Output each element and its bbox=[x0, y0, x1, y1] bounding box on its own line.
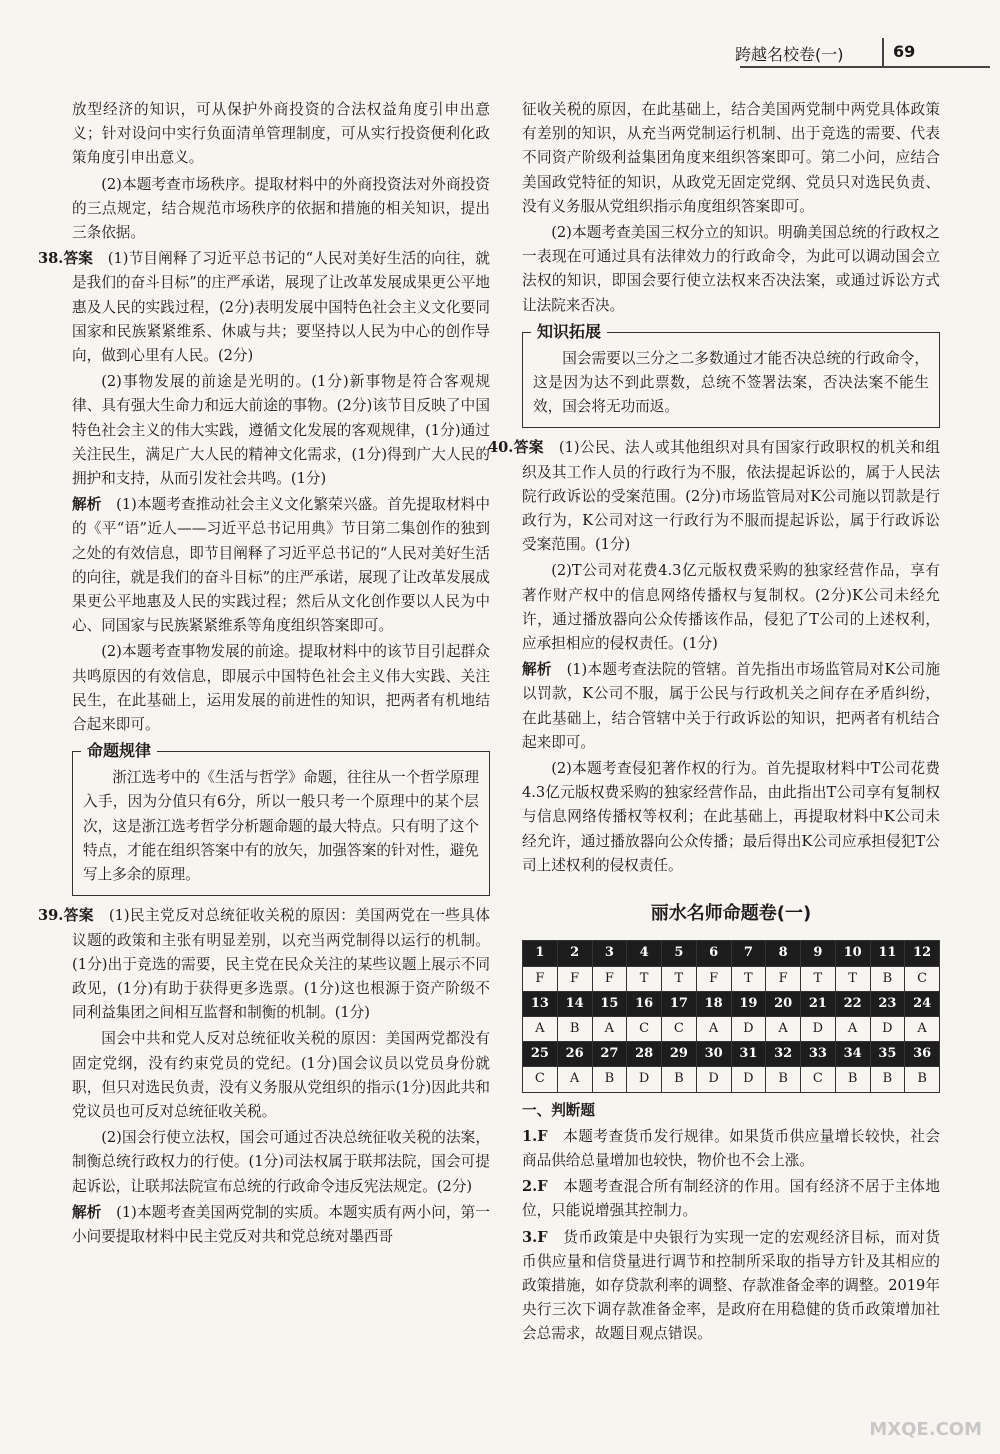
answer-cell: B bbox=[766, 1067, 801, 1092]
tip-box-text: 国会需要以三分之二多数通过才能否决总统的行政命令，这是因为达不到此票数，总统不签署法案，否决法案不能生效，国会将无功而返。 bbox=[533, 349, 929, 416]
question-number: 40. bbox=[488, 439, 514, 457]
answer-cell: B bbox=[662, 1067, 697, 1092]
judgement-item bbox=[522, 1226, 940, 1347]
answer-cell: D bbox=[696, 1067, 731, 1092]
question-number-cell: 26 bbox=[557, 1042, 592, 1067]
question-number-cell: 27 bbox=[592, 1042, 627, 1067]
header-divider bbox=[882, 38, 884, 68]
header-rule bbox=[740, 66, 990, 68]
watermark-logo: MXQE.COM bbox=[869, 1419, 982, 1440]
question-number-cell: 33 bbox=[801, 1042, 836, 1067]
question-number-cell: 14 bbox=[557, 991, 592, 1016]
question-number-cell: 10 bbox=[835, 941, 870, 966]
answer-text: (1)节目阐释了习近平总书记的“人民对美好生活的向往，就是我们的奋斗目标”的庄严承诺，展现了让改革发展成果更公平地惠及人民的实践过程，(2分)表明发展中国特色社会主义文化要同国家和民族紧紧维系、休戚与共；要坚持以人民为中心的创作导向，做到心里有人民。(2分) bbox=[72, 250, 490, 365]
right-column bbox=[488, 98, 940, 1349]
answer-cell: D bbox=[870, 1016, 905, 1041]
answer-number-row bbox=[523, 991, 940, 1016]
question-number-cell: 36 bbox=[905, 1042, 940, 1067]
answer-cell: D bbox=[627, 1067, 662, 1092]
item-text: 本题考查混合所有制经济的作用。国有经济不居于主体地位，只能说增强其控制力。 bbox=[522, 1178, 940, 1220]
analysis-text: (2)本题考查侵犯著作权的行为。首先提取材料中T公司花费4.3亿元版权费采购的独家经营作品，由此指出T公司享有复制权与信息网络传播权等权利；在此基础上，再提取材料中K公司未经允许，通过播放器向公众传播；最后得出K公司应承担侵犯T公司上述权利的侵权责任。 bbox=[522, 760, 940, 874]
paragraph: (2)本题考查美国三权分立的知识。明确美国总统的行政权之一表现在可通过具有法律效力的行政命令，为此可以调动国会立法权的知识，即国会要行使立法权来否决法案，或通过诉讼方式让法院来否决。 bbox=[522, 224, 940, 314]
judgement-item bbox=[522, 1125, 940, 1173]
paragraph: (2)本题考查市场秩序。提取材料中的外商投资法对外商投资的三点规定，结合规范市场秩序的依据和措施的相关知识，提出三条依据。 bbox=[72, 175, 490, 242]
answer-text: (2)国会行使立法权，国会可通过否决总统征收关税的法案，制衡总统行政权力的行使。(1分)司法权属于联邦法院，国会可提起诉讼，让联邦法院宣布总统的行政命令违反宪法规定。(2分) bbox=[72, 1129, 490, 1195]
subsection-title: 一、判断题 bbox=[522, 1101, 595, 1119]
question-number-cell: 5 bbox=[662, 941, 697, 966]
tip-box-text: 浙江选考中的《生活与哲学》命题，往往从一个哲学原理入手，因为分值只有6分，所以一般只考一个原理中的某个层次，这是浙江选考哲学分析题命题的最大特点。只有明了这个特点，才能在组织答案中有的放矢，加强答案的针对性，避免写上多余的原理。 bbox=[83, 769, 479, 884]
answer-cell: A bbox=[905, 1016, 940, 1041]
analysis-text: (1)本题考查法院的管辖。首先指出市场监管局对K公司施以罚款，K公司不服，属于公民与行政机关之间存在矛盾纠纷，在此基础上，结合管辖中关于行政诉讼的知识，把两者有机结合起来即可。 bbox=[522, 661, 940, 751]
item-number: 1.F bbox=[522, 1127, 548, 1145]
question-number-cell: 20 bbox=[766, 991, 801, 1016]
question-number-cell: 30 bbox=[696, 1042, 731, 1067]
question-number-cell: 15 bbox=[592, 991, 627, 1016]
item-number: 3.F bbox=[522, 1228, 548, 1246]
analysis-label: 解析 bbox=[72, 496, 102, 514]
question-number-cell: 13 bbox=[523, 991, 558, 1016]
answer-text: (2)T公司对花费4.3亿元版权费采购的独家经营作品，享有著作财产权中的信息网络传播权与复制权。(2分)K公司未经允许，通过播放器向公众传播该作品，侵犯了T公司的上述权利，应承担相应的侵权责任。(1分) bbox=[522, 562, 940, 653]
q38-analysis bbox=[72, 493, 490, 638]
answer-cell: B bbox=[835, 1067, 870, 1092]
answer-cell: C bbox=[523, 1067, 558, 1092]
answer-cell: F bbox=[557, 966, 592, 991]
answer-cell: D bbox=[731, 1016, 766, 1041]
question-number-cell: 34 bbox=[835, 1042, 870, 1067]
q38-answer bbox=[38, 247, 490, 368]
q39-answer bbox=[38, 904, 490, 1025]
answer-cell: C bbox=[627, 1016, 662, 1041]
tip-box-title: 命题规律 bbox=[81, 739, 157, 763]
q40-analysis bbox=[522, 658, 940, 755]
answer-cell: F bbox=[766, 966, 801, 991]
question-number-cell: 9 bbox=[801, 941, 836, 966]
answer-cell: A bbox=[557, 1067, 592, 1092]
answer-cell: A bbox=[835, 1016, 870, 1041]
answer-cell: F bbox=[523, 966, 558, 991]
question-number-cell: 24 bbox=[905, 991, 940, 1016]
question-number: 39. bbox=[38, 907, 64, 925]
header-title: 跨越名校卷(一) bbox=[735, 45, 844, 64]
header-title-block bbox=[735, 42, 916, 65]
tip-box-title: 知识拓展 bbox=[531, 320, 607, 344]
question-number-cell: 1 bbox=[523, 941, 558, 966]
answer-cell: F bbox=[696, 966, 731, 991]
answer-cell: C bbox=[662, 1016, 697, 1041]
analysis-label: 解析 bbox=[522, 661, 552, 679]
question-number: 38. bbox=[38, 250, 64, 268]
tip-box-rules bbox=[72, 741, 490, 896]
question-number-cell: 12 bbox=[905, 941, 940, 966]
judgement-item bbox=[522, 1175, 940, 1223]
question-number-cell: 4 bbox=[627, 941, 662, 966]
answer-key-row bbox=[523, 966, 940, 991]
answer-cell: F bbox=[592, 966, 627, 991]
question-number-cell: 3 bbox=[592, 941, 627, 966]
question-number-cell: 8 bbox=[766, 941, 801, 966]
answer-label: 答案 bbox=[513, 439, 544, 457]
answer-cell: T bbox=[835, 966, 870, 991]
question-number-cell: 7 bbox=[731, 941, 766, 966]
q40-answer bbox=[488, 436, 940, 557]
question-number-cell: 2 bbox=[557, 941, 592, 966]
q39-analysis bbox=[72, 1201, 490, 1249]
answer-number-row bbox=[523, 1042, 940, 1067]
answer-cell: T bbox=[801, 966, 836, 991]
answer-number-row bbox=[523, 941, 940, 966]
answer-cell: D bbox=[801, 1016, 836, 1041]
answer-text: 国会中共和党人反对总统征收关税的原因：美国两党都没有固定党纲，没有约束党员的党纪。(1分)国会议员以党员身份就职，但只对选民负责，没有义务服从党组织的指示(1分)因此共和党议员也可反对总统征收关税。 bbox=[72, 1030, 490, 1120]
left-column bbox=[38, 98, 490, 1251]
paragraph: 征收关税的原因，在此基础上，结合美国两党制中两党具体政策有差别的知识，从充当两党制运行机制、出于竞选的需要、代表不同资产阶级利益集团角度来组织答案即可。第二小问，应结合美国政党特征的知识，从政党无固定党纲、党员只对选民负责、没有义务服从党组织指示角度组织答案即可。 bbox=[522, 101, 940, 215]
answer-label: 答案 bbox=[63, 250, 94, 268]
analysis-text: (2)本题考查事物发展的前途。提取材料中的该节目引起群众共鸣原因的有效信息，即展示中国特色社会主义伟大实践、关注民生，在此基础上，运用发展的前进性的知识，把两者有机地结合起来即可。 bbox=[72, 643, 490, 734]
answer-cell: B bbox=[592, 1067, 627, 1092]
analysis-label: 解析 bbox=[72, 1203, 102, 1221]
answer-cell: B bbox=[870, 1067, 905, 1092]
answer-cell: T bbox=[662, 966, 697, 991]
answer-cell: T bbox=[731, 966, 766, 991]
question-number-cell: 35 bbox=[870, 1042, 905, 1067]
answer-text: (2)事物发展的前途是光明的。(1分)新事物是符合客观规律、具有强大生命力和远大前途的事物。(2分)该节目反映了中国特色社会主义的伟大实践，遵循文化发展的客观规律，(1分)通过关注民生，满足广大人民的精神文化需求，(1分)得到广大人民的拥护和支持，从而引发社会共鸣。(1分) bbox=[72, 373, 490, 488]
question-number-cell: 25 bbox=[523, 1042, 558, 1067]
paragraph: 放型经济的知识，可从保护外商投资的合法权益角度引申出意义；针对设问中实行负面清单管理制度，可从实行投资便利化政策角度引申出意义。 bbox=[72, 101, 490, 167]
page-number: 69 bbox=[893, 42, 916, 61]
answer-cell: A bbox=[592, 1016, 627, 1041]
answer-cell: C bbox=[905, 966, 940, 991]
question-number-cell: 28 bbox=[627, 1042, 662, 1067]
answer-key-row bbox=[523, 1016, 940, 1041]
tip-box-knowledge bbox=[522, 321, 940, 429]
item-number: 2.F bbox=[522, 1178, 548, 1196]
answer-key-row bbox=[523, 1067, 940, 1092]
question-number-cell: 6 bbox=[696, 941, 731, 966]
question-number-cell: 19 bbox=[731, 991, 766, 1016]
item-text: 货币政策是中央银行为实现一定的宏观经济目标，而对货币供应量和信贷量进行调节和控制所采取的指导方针及其相应的政策措施，如存贷款利率的调整、存款准备金率的调整。2019年央行三次下调存款准备金率，是政府在用稳健的货币政策增加社会总需求，故题目观点错误。 bbox=[522, 1228, 940, 1343]
question-number-cell: 11 bbox=[870, 941, 905, 966]
answer-cell: D bbox=[731, 1067, 766, 1092]
question-number-cell: 16 bbox=[627, 991, 662, 1016]
answer-cell: B bbox=[557, 1016, 592, 1041]
answer-cell: B bbox=[870, 966, 905, 991]
analysis-text: (1)本题考查美国两党制的实质。本题实质有两小问，第一小问要提取材料中民主党反对共和党总统对墨西哥 bbox=[72, 1203, 490, 1245]
question-number-cell: 21 bbox=[801, 991, 836, 1016]
answer-cell: B bbox=[905, 1067, 940, 1092]
answer-label: 答案 bbox=[63, 907, 94, 925]
question-number-cell: 18 bbox=[696, 991, 731, 1016]
analysis-text: (1)本题考查推动社会主义文化繁荣兴盛。首先提取材料中的《平“语”近人——习近平总书记用典》节目第二集创作的独到之处的有效信息，即节目阐释了习近平总书记的“人民对美好生活的向往，就是我们的奋斗目标”的庄严承诺，展现了让改革发展成果更公平地惠及人民的实践过程；然后从文化创作要以人民为中心、同国家与民族紧紧维系等角度组织答案即可。 bbox=[72, 496, 490, 635]
answer-cell: A bbox=[523, 1016, 558, 1041]
question-number-cell: 32 bbox=[766, 1042, 801, 1067]
answer-table bbox=[522, 940, 940, 1092]
answer-cell: A bbox=[696, 1016, 731, 1041]
question-number-cell: 17 bbox=[662, 991, 697, 1016]
question-number-cell: 22 bbox=[835, 991, 870, 1016]
answer-cell: A bbox=[766, 1016, 801, 1041]
answer-cell: T bbox=[627, 966, 662, 991]
question-number-cell: 23 bbox=[870, 991, 905, 1016]
answer-cell: C bbox=[801, 1067, 836, 1092]
question-number-cell: 31 bbox=[731, 1042, 766, 1067]
section-title: 丽水名师命题卷(一) bbox=[650, 903, 812, 925]
question-number-cell: 29 bbox=[662, 1042, 697, 1067]
answer-text: (1)公民、法人或其他组织对具有国家行政职权的机关和组织及其工作人员的行政行为不服，依法提起诉讼的，属于人民法院行政诉讼的受案范围。(2分)市场监管局对K公司施以罚款是行政行为，K公司对这一行政行为不服而提起诉讼，属于行政诉讼受案范围。(1分) bbox=[522, 439, 940, 554]
answer-text: (1)民主党反对总统征收关税的原因：美国两党在一些具体议题的政策和主张有明显差别，以充当两党制得以运行的机制。(1分)出于竞选的需要，民主党在民众关注的某些议题上展示不同政见，(1分)有助于获得更多选票。(1分)这也根源于资产阶级不同利益集团之间相互监督和制衡的机制。(1分) bbox=[72, 907, 490, 1022]
item-text: 本题考查货币发行规律。如果货币供应量增长较快，社会商品供给总量增加也较快，物价也不会上涨。 bbox=[522, 1127, 940, 1169]
